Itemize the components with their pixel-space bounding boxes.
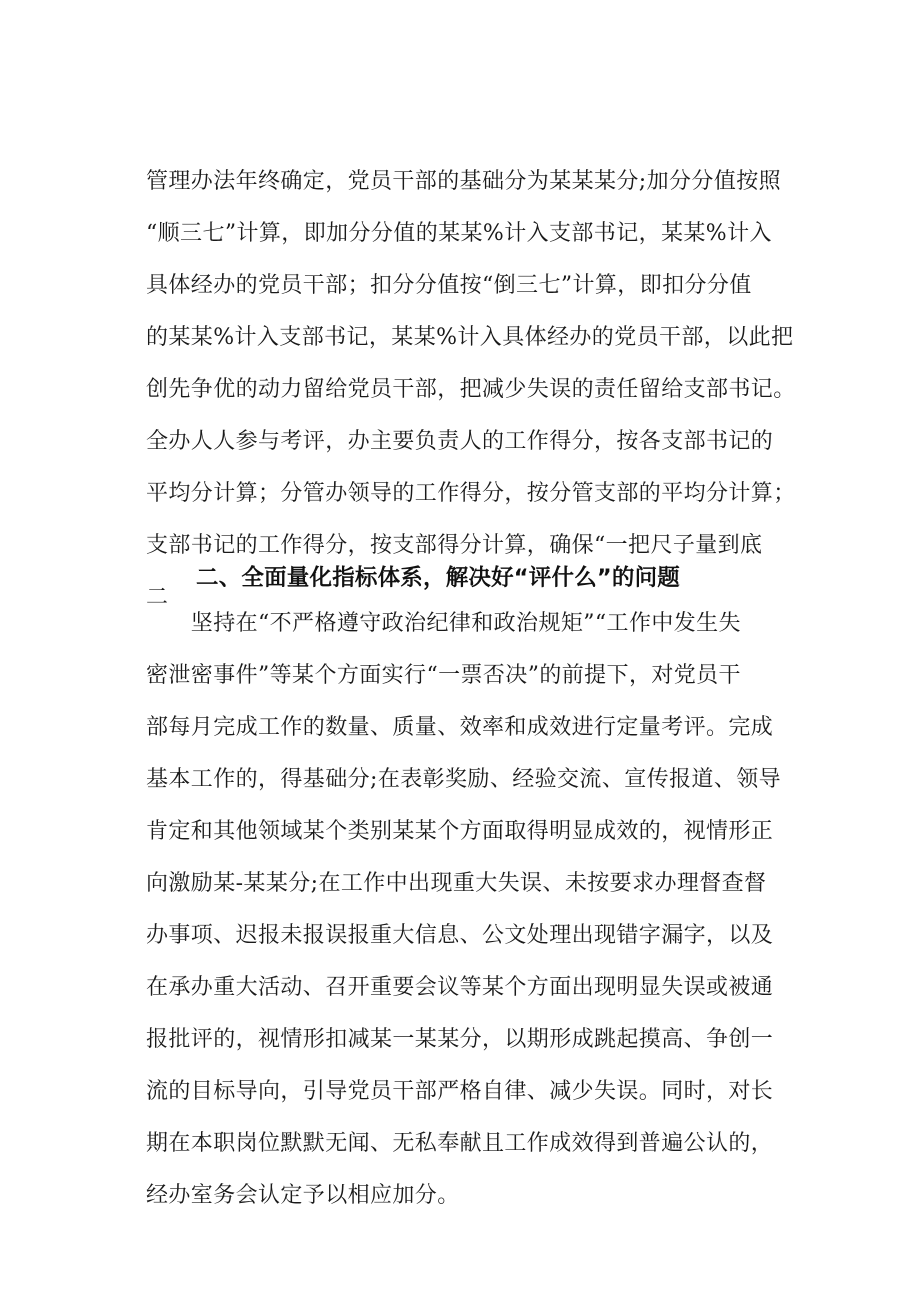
paragraph-1-line: 全办人人参与考评，办主要负责人的工作得分，按各支部书记的 [146, 429, 774, 454]
paragraph-1-line: 管理办法年终确定，党员干部的基础分为某某某分;加分分值按照 [146, 169, 782, 194]
paragraph-2-line: 坚持在“不严格遵守政治纪律和政治规矩”“工作中发生失 [146, 611, 741, 636]
paragraph-2-line: 基本工作的，得基础分;在表彰奖励、经验交流、宣传报道、领导 [146, 767, 782, 792]
paragraph-1-line: 的某某%计入支部书记，某某%计入具体经办的党员干部，以此把 [146, 325, 794, 350]
paragraph-1-line: 支部书记的工作得分，按支部得分计算，确保“一把尺子量到底 [146, 533, 763, 558]
paragraph-2-line: 密泄密事件”等某个方面实行“一票否决”的前提下，对党员干 [146, 663, 741, 688]
section-heading: 二、全面量化指标体系，解决好“评什么”的问题 [196, 565, 680, 591]
paragraph-1-line: 创先争优的动力留给党员干部，把减少失误的责任留给支部书记。 [146, 377, 796, 402]
paragraph-2-line: 在承办重大活动、召开重要会议等某个方面出现明显失误或被通 [146, 975, 774, 1000]
paragraph-2-line: 流的目标导向，引导党员干部严格自律、减少失误。同时，对长 [146, 1079, 774, 1104]
paragraph-1 [146, 156, 806, 624]
paragraph-2-line: 向激励某-某某分;在工作中出现重大失误、未按要求办理督查督 [146, 871, 767, 896]
paragraph-2-line: 部每月完成工作的数量、质量、效率和成效进行定量考评。完成 [146, 715, 774, 740]
paragraph-2-line: 期在本职岗位默默无闻、无私奉献且工作成效得到普遍公认的， [146, 1131, 774, 1156]
paragraph-2 [146, 598, 806, 1222]
paragraph-2-line: 肯定和其他领域某个类别某某个方面取得明显成效的，视情形正 [146, 819, 774, 844]
paragraph-2-line: 经办室务会认定予以相应加分。 [146, 1183, 460, 1208]
paragraph-1-line: 具体经办的党员干部；扣分分值按“倒三七”计算，即扣分分值 [146, 273, 752, 298]
paragraph-1-line: 二 [146, 585, 169, 610]
paragraph-1-line: 平均分计算；分管办领导的工作得分，按分管支部的平均分计算； [146, 481, 796, 506]
paragraph-2-line: 办事项、迟报未报误报重大信息、公文处理出现错字漏字，以及 [146, 923, 774, 948]
paragraph-2-line: 报批评的，视情形扣减某一某某分，以期形成跳起摸高、争创一 [146, 1027, 774, 1052]
paragraph-1-line: “顺三七”计算，即加分分值的某某%计入支部书记，某某%计入 [146, 221, 772, 246]
